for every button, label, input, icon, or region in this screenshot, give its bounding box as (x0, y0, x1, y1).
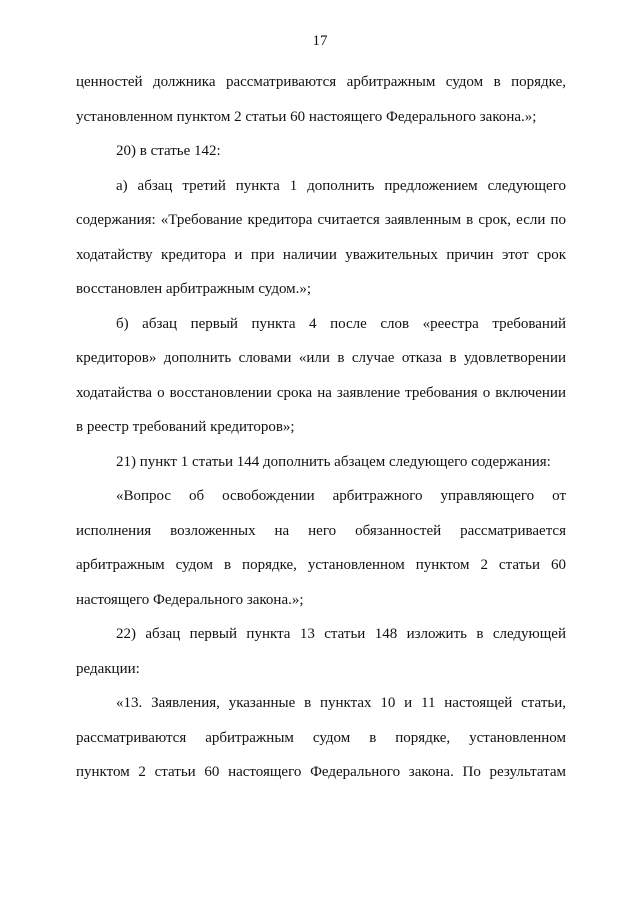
text-line: установленном пунктом 2 статьи 60 настоящего Федерального закона.»; (76, 108, 537, 125)
text-line: 21) пункт 1 статьи 144 дополнить абзацем следующего содержания: (116, 453, 551, 470)
document-body (76, 65, 566, 790)
text-line: пунктом 2 статьи 60 настоящего Федерального закона. По результатам (76, 764, 566, 780)
paragraph-item-20 (76, 134, 566, 169)
text-line: «Вопрос об освобождении арбитражного управляющего от (116, 488, 566, 504)
text-line: «13. Заявления, указанные в пунктах 10 и 11 настоящей статьи, (116, 695, 566, 711)
text-line: арбитражным судом в порядке, установленном пунктом 2 статьи 60 (76, 557, 566, 573)
text-line: в реестр требований кредиторов»; (76, 419, 295, 435)
text-line: ходатайства о восстановлении срока на заявление требования о включении (76, 384, 566, 401)
text-line: 22) абзац первый пункта 13 статьи 148 изложить в следующей (116, 626, 566, 642)
paragraph-quoted-text (76, 479, 566, 617)
text-line: ходатайству кредитора и при наличии уважительных причин этот срок (76, 246, 566, 263)
text-line: рассматриваются арбитражным судом в порядке, установленном (76, 729, 566, 746)
text-line: ценностей должника рассматриваются арбитражным судом в порядке, (76, 74, 566, 90)
text-line: исполнения возложенных на него обязанностей рассматривается (76, 522, 566, 539)
paragraph-item-21 (76, 445, 566, 480)
paragraph-subitem-b (76, 307, 566, 445)
text-line: настоящего Федерального закона.»; (76, 591, 304, 608)
paragraph-continuation (76, 65, 566, 134)
page-number: 17 (312, 33, 328, 49)
text-line: б) абзац первый пункта 4 после слов «реестра требований (116, 315, 566, 332)
text-line: редакции: (76, 660, 140, 677)
text-line: содержания: «Требование кредитора считается заявленным в срок, если по (76, 212, 566, 228)
paragraph-quoted-text (76, 686, 566, 790)
text-line: восстановлен арбитражным судом.»; (76, 281, 312, 297)
text-line: а) абзац третий пункта 1 дополнить предложением следующего (116, 177, 566, 194)
paragraph-item-22 (76, 617, 566, 686)
text-line: кредиторов» дополнить словами «или в случае отказа в удовлетворении (76, 350, 566, 366)
text-line: 20) в статье 142: (116, 143, 221, 159)
paragraph-subitem-a (76, 169, 566, 307)
